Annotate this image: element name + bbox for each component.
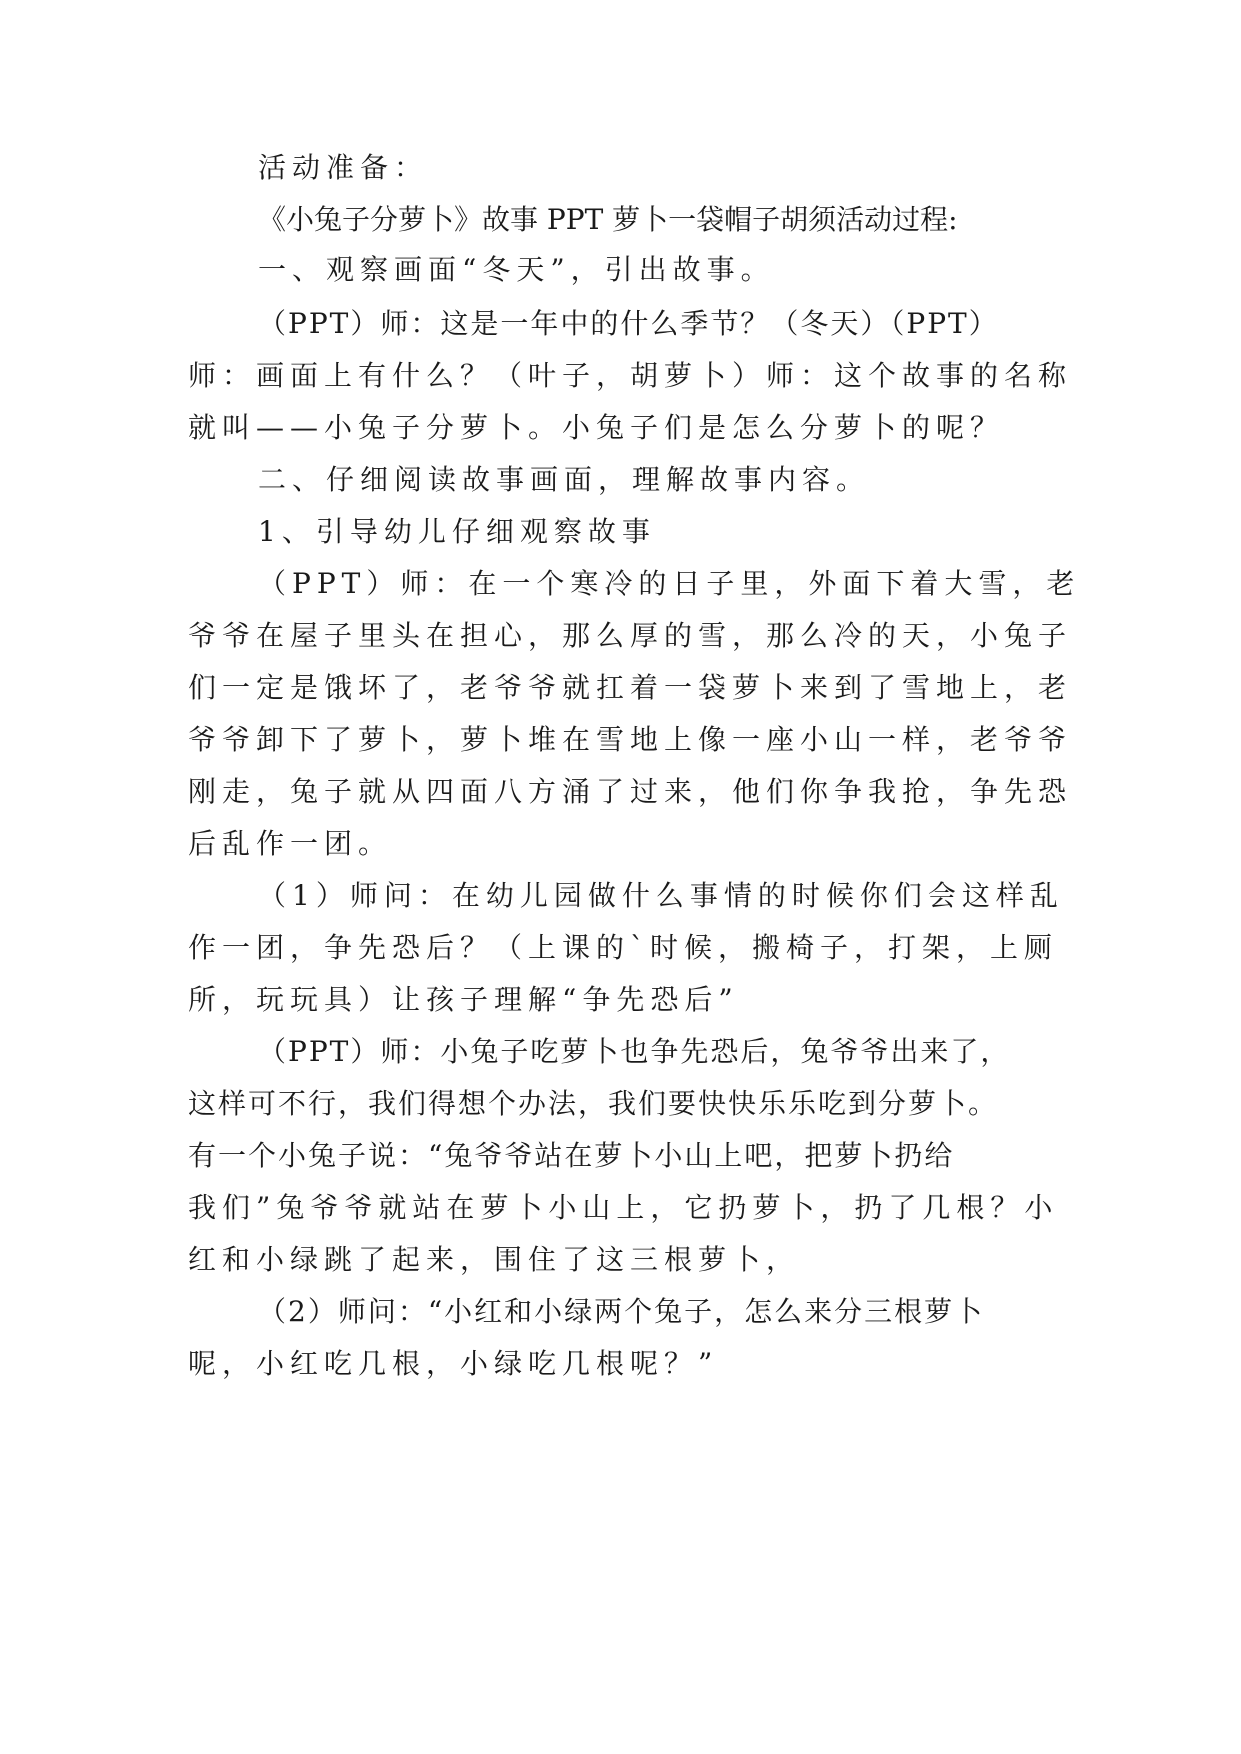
paragraph-line: 作一团，争先恐后？（上课的`时候，搬椅子，打架，上厕 <box>188 931 1059 964</box>
paragraph-line: 所，玩玩具）让孩子理解“争先恐后” <box>188 983 739 1016</box>
paragraph-line: （2）师问：“小红和小绿两个兔子，怎么来分三根萝卜 <box>258 1295 985 1328</box>
step-heading-1: 一、观察画面“冬天”，引出故事。 <box>258 253 775 286</box>
paragraph-line: 呢，小红吃几根，小绿吃几根呢？” <box>188 1347 719 1380</box>
section-heading-preparation: 活动准备： <box>258 151 429 184</box>
paragraph-line: 就叫——小兔子分萝卜。小兔子们是怎么分萝卜的呢？ <box>188 411 1005 444</box>
paragraph-line: （1）师问：在幼儿园做什么事情的时候你们会这样乱 <box>258 879 1064 912</box>
paragraph-line: 我们”兔爷爷就站在萝卜小山上，它扔萝卜，扔了几根？小 <box>188 1191 1059 1224</box>
step-heading-2: 二、仔细阅读故事画面，理解故事内容。 <box>258 463 871 496</box>
paragraph-line: 红和小绿跳了起来，围住了这三根萝卜， <box>188 1243 801 1276</box>
paragraph-line: 这样可不行，我们得想个办法，我们要快快乐乐吃到分萝卜。 <box>188 1087 999 1120</box>
paragraph-line: （PPT）师：小兔子吃萝卜也争先恐后，兔爷爷出来了， <box>258 1035 1011 1068</box>
paragraph-line: 有一个小兔子说：“兔爷爷站在萝卜小山上吧，把萝卜扔给 <box>188 1139 955 1172</box>
paragraph-line: 爷爷卸下了萝卜，萝卜堆在雪地上像一座小山一样，老爷爷 <box>188 723 1073 756</box>
paragraph-line: 师：画面上有什么？（叶子，胡萝卜）师：这个故事的名称 <box>188 359 1073 392</box>
paragraph-line: 爷爷在屋子里头在担心，那么厚的雪，那么冷的天，小兔子 <box>188 619 1073 652</box>
paragraph-line: （PPT）师：在一个寒冷的日子里，外面下着大雪，老 <box>258 567 1081 600</box>
paragraph-line: 《小兔子分萝卜》故事 PPT 萝卜一袋帽子胡须活动过程: <box>258 203 958 236</box>
sub-step-heading: 1、引导幼儿仔细观察故事 <box>258 515 656 548</box>
paragraph-line: 们一定是饿坏了，老爷爷就扛着一袋萝卜来到了雪地上，老 <box>188 671 1073 704</box>
paragraph-line: 刚走，兔子就从四面八方涌了过来，他们你争我抢，争先恐 <box>188 775 1073 808</box>
paragraph-line: （PPT）师：这是一年中的什么季节？（冬天）（PPT） <box>258 307 999 340</box>
paragraph-line: 后乱作一团。 <box>188 827 393 860</box>
